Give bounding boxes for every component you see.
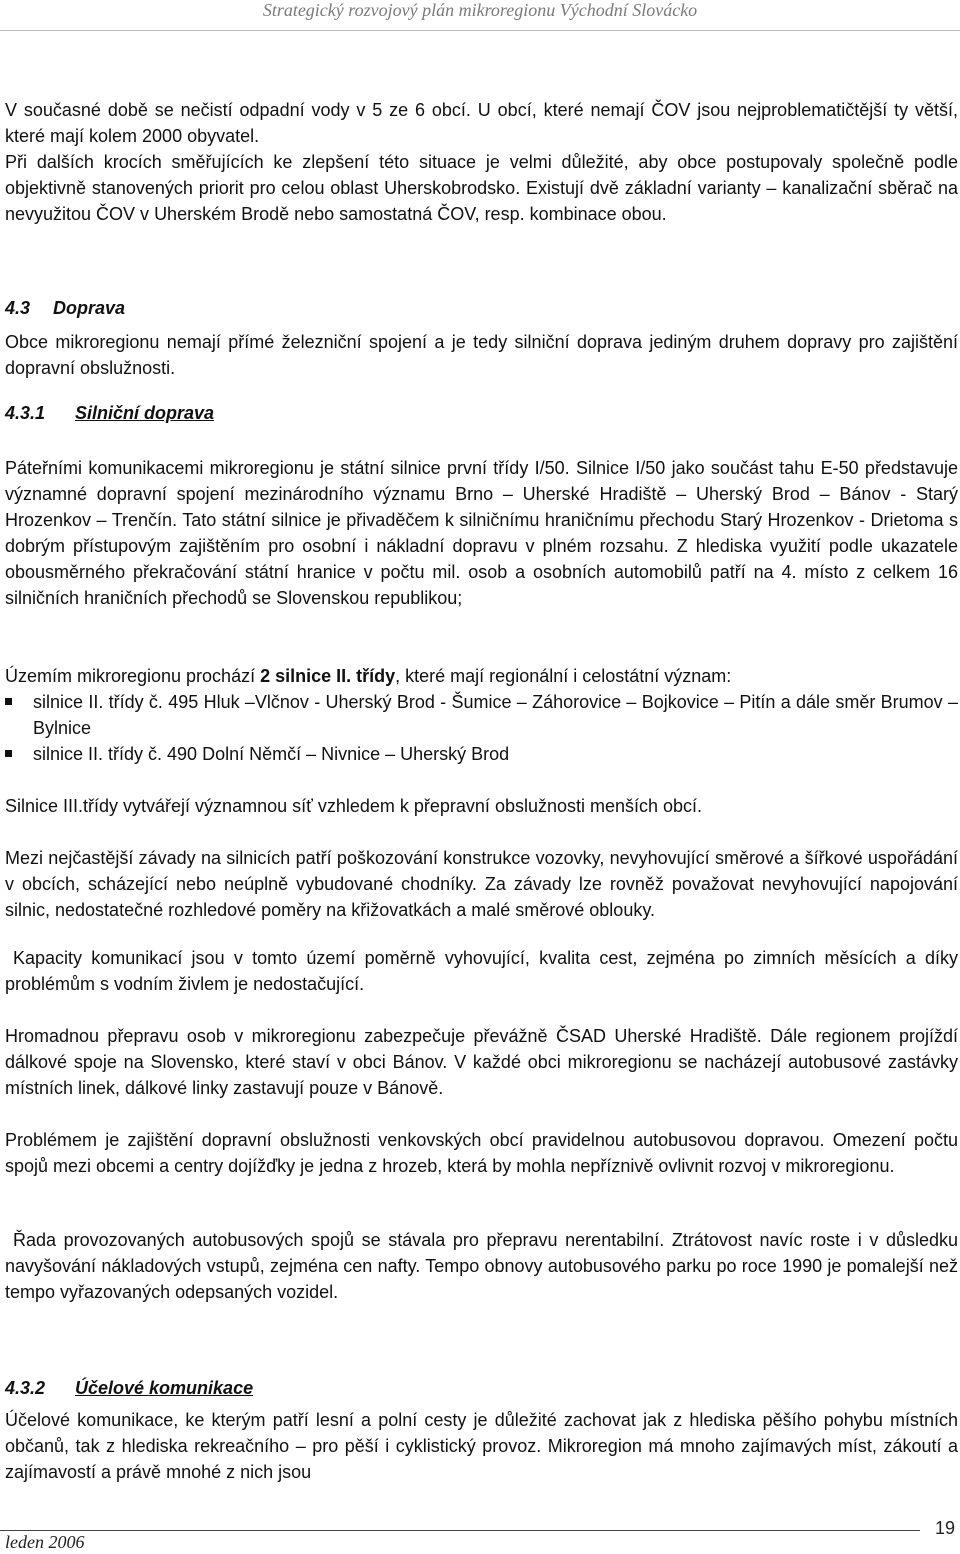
heading-number: 4.3 [5,298,31,318]
paragraph-wastewater: V současné době se nečistí odpadní vody v 5 ze 6 obcí. U obcí, které nemají ČOV jsou nejproblematičtější ty větší, které mají kolem 2000 obyvatel. [5,100,958,146]
heading-number: 4.3.1 [5,403,46,423]
page-number: 19 [934,1518,955,1538]
footer-date: leden 2006 [5,1532,85,1552]
heading-title: Silniční doprava [75,403,215,423]
paragraph-road-i50: Páteřními komunikacemi mikroregionu je státní silnice první třídy I/50. Silnice I/50 jako součást tahu E-50 představuje významné dopravní spojení mezinárodního významu Brno – Uherské Hradiště – Uherský Brod – Bánov - Starý Hrozenkov – Trenčín. Tato státní silnice je přivaděčem k silničnímu hraničnímu přechodu Starý Hrozenkov - Drietoma s dobrým přístupovým zajištěním pro osobní i nákladní dopravu v plném rozsahu. Z hlediska využití podle ukazatele obousměrného překračování státní hranice v počtu mil. osob a osobních automobilů patří na 4. místo z celkem 16 silničních hraničních přechodů se Slovenskou republikou; [5,458,958,608]
running-header: Strategický rozvojový plán mikroregionu Východní Slovácko [262,0,698,20]
paragraph-transport-intro: Obce mikroregionu nemají přímé železniční spojení a je tedy silniční doprava jediným druhem dopravy pro zajištění dopravní obslužnosti. [5,332,958,378]
paragraph-road-defects: Mezi nejčastější závady na silnicích patří poškozování konstrukce vozovky, nevyhovující směrové a šířkové uspořádání v obcích, scházející nebo neúplně vybudované chodníky. Za závady lze rovněž považovat nevyhovující napojování silnic, nedostatečné rozhledové poměry na křižovatkách a malé směrové oblouky. [5,848,958,920]
list-item-text: silnice II. třídy č. 495 Hluk –Vlčnov - Uherský Brod - Šumice – Záhorovice – Bojkovice – Pitín a dále směr Brumov – Bylnice [33,692,958,738]
square-bullet-icon [5,698,12,705]
paragraph-service-problem: Problémem je zajištění dopravní obslužnosti venkovských obcí pravidelnou autobusovou dopravou. Omezení počtu spojů mezi obcemi a centry dojížďky je jedna z hrozeb, která by mohla nepříznivě ovlivnit rozvoj v mikroregionu. [5,1130,958,1176]
square-bullet-icon [5,750,12,757]
paragraph-bus-lines: Řada provozovaných autobusových spojů se stávala pro přepravu nerentabilní. Ztrátovost navíc roste i v důsledku navyšování nákladových vstupů, zejména cen nafty. Tempo obnovy autobusového parku po roce 1990 je pomalejší než tempo vyřazovaných odepsaných vozidel. [5,1230,958,1302]
text-segment: Územím mikroregionu prochází [5,666,261,686]
list-item-text: silnice II. třídy č. 490 Dolní Němčí – Nivnice – Uherský Brod [33,744,510,764]
paragraph-class-ii-roads [5,663,958,689]
paragraph-sewer-variants: Při dalších krocích směřujících ke zlepšení této situace je velmi důležité, aby obce postupovaly společně podle objektivně stanovených priorit pro celou oblast Uherskobrodsko. Existují dvě základní varianty – kanalizační sběrač na nevyužitou ČOV v Uherském Brodě nebo samostatná ČOV, resp. kombinace obou. [5,152,958,224]
list-item [5,689,958,741]
paragraph-capacity: Kapacity komunikací jsou v tomto území poměrně vyhovující, kvalita cest, zejména po zimních měsících a díky problémům s vodním živlem je nedostačující. [5,948,958,994]
text-bold: 2 silnice II. třídy [260,666,396,686]
footer-rule [0,1530,920,1531]
heading-4-3-2 [5,1378,253,1399]
list-item [5,741,958,767]
heading-title: Doprava [53,298,126,318]
paragraph-class-iii-roads: Silnice III.třídy vytvářejí významnou síť vzhledem k přepravní obslužnosti menších obcí. [5,796,703,816]
header-rule [0,30,960,31]
heading-4-3 [5,298,125,319]
heading-title: Účelové komunikace [75,1378,254,1398]
paragraph-public-transport: Hromadnou přepravu osob v mikroregionu zabezpečuje převážně ČSAD Uherské Hradiště. Dále regionem projíždí dálkové spoje na Slovensko, které staví v obci Bánov. V každé obci mikroregionu se nacházejí autobusové zastávky místních linek, dálkové linky zastavují pouze v Bánově. [5,1026,958,1098]
text-segment: , které mají regionální i celostátní význam: [395,666,732,686]
paragraph-purpose-roads: Účelové komunikace, ke kterým patří lesní a polní cesty je důležité zachovat jak z hlediska pěšího pohybu místních občanů, tak z hlediska rekreačního – pro pěší i cyklistický provoz. Mikroregion má mnoho zajímavých míst, zákoutí a zajímavostí a právě mnohé z nich jsou [5,1410,958,1482]
heading-number: 4.3.2 [5,1378,46,1398]
heading-4-3-1 [5,403,214,424]
